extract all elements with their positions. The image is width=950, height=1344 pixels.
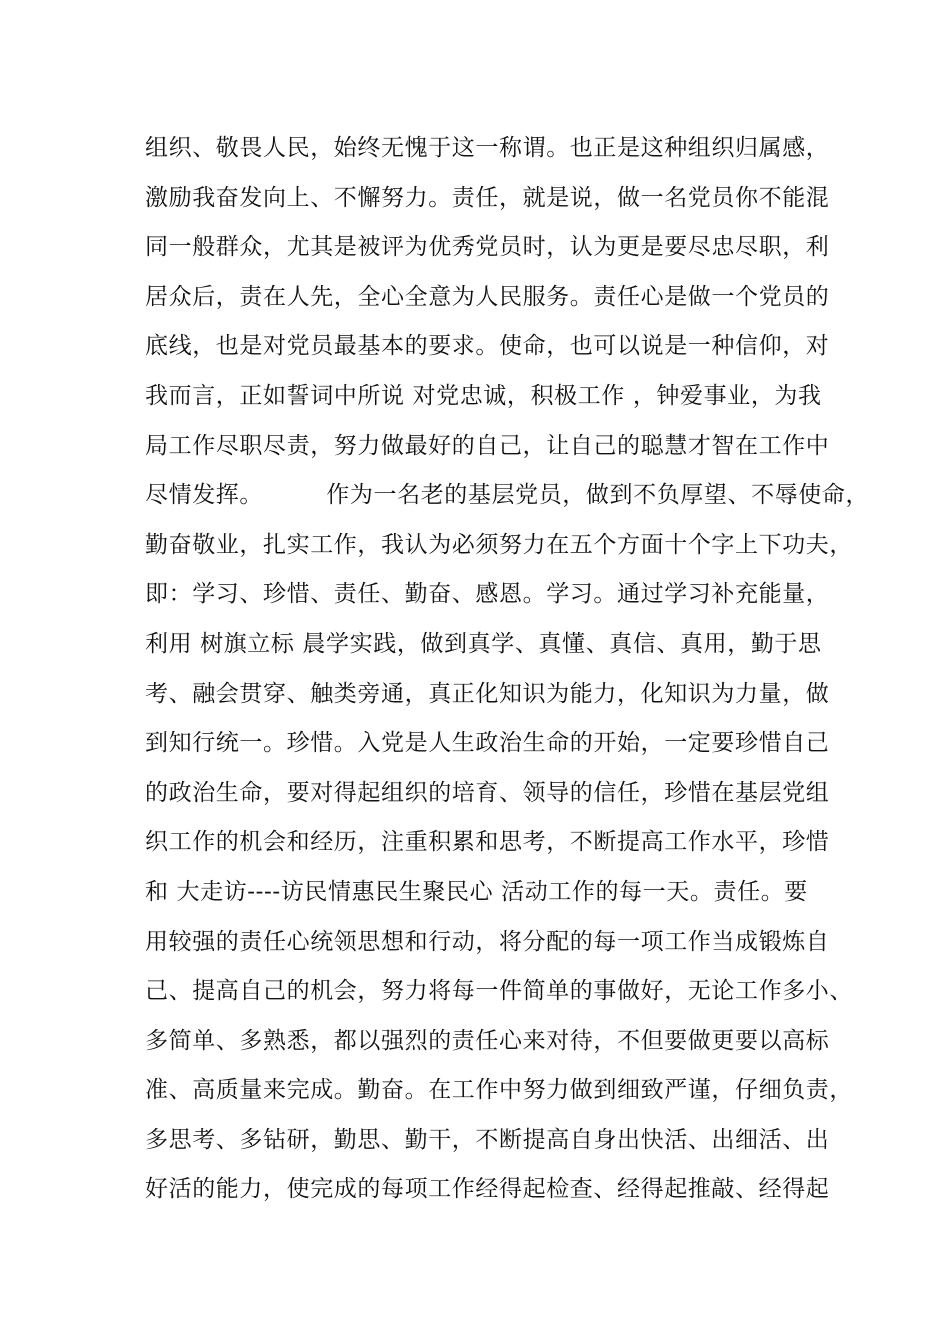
text-line: 好活的能力，使完成的每项工作经得起检查、经得起推敲、经得起 <box>145 1176 830 1203</box>
text-line: 准、高质量来完成。勤奋。在工作中努力做到细致严谨，仔细负责， <box>145 1077 853 1104</box>
text-line: 到知行统一。珍惜。入党是人生政治生命的开始，一定要珍惜自己 <box>145 730 830 757</box>
text-line: 勤奋敬业，扎实工作，我认为必须努力在五个方面十个字上下功夫， <box>145 531 853 558</box>
text-line: 利用 树旗立标 晨学实践，做到真学、真懂、真信、真用，勤于思 <box>145 630 822 657</box>
text-line: 织工作的机会和经历，注重积累和思考，不断提高工作水平，珍惜 <box>145 829 830 856</box>
body-text <box>145 128 870 1219</box>
text-line: 和 大走访----访民情惠民生聚民心 活动工作的每一天。责任。要 <box>145 878 808 905</box>
text-line: 激励我奋发向上、不懈努力。责任，就是说，做一名党员你不能混 <box>145 184 830 211</box>
text-line: 即：学习、珍惜、责任、勤奋、感恩。学习。通过学习补充能量， <box>145 581 830 608</box>
text-line: 己、提高自己的机会，努力将每一件简单的事做好，无论工作多小、 <box>145 978 853 1005</box>
text-line: 多思考、多钻研，勤思、勤干，不断提高自身出快活、出细活、出 <box>145 1126 830 1153</box>
text-line: 多简单、多熟悉，都以强烈的责任心来对待，不但要做更要以高标 <box>145 1027 830 1054</box>
text-line: 的政治生命，要对得起组织的培育、领导的信任，珍惜在基层党组 <box>145 779 830 806</box>
text-line: 用较强的责任心统领思想和行动，将分配的每一项工作当成锻炼自 <box>145 928 830 955</box>
text-line: 尽情发挥。 作为一名老的基层党员，做到不负厚望、不辱使命， <box>145 482 870 509</box>
text-line: 同一般群众，尤其是被评为优秀党员时，认为更是要尽忠尽职，利 <box>145 234 830 261</box>
text-line: 底线，也是对党员最基本的要求。使命，也可以说是一种信仰，对 <box>145 333 830 360</box>
text-line: 组织、敬畏人民，始终无愧于这一称谓。也正是这种组织归属感， <box>145 135 830 161</box>
text-line: 局工作尽职尽责，努力做最好的自己，让自己的聪慧才智在工作中 <box>145 432 830 459</box>
text-line: 我而言，正如誓词中所说 对党忠诚，积极工作 ，钟爱事业，为我 <box>145 382 822 409</box>
text-line: 考、融会贯穿、触类旁通，真正化知识为能力，化知识为力量，做 <box>145 680 830 707</box>
text-line: 居众后，责在人先，全心全意为人民服务。责任心是做一个党员的 <box>145 283 830 310</box>
